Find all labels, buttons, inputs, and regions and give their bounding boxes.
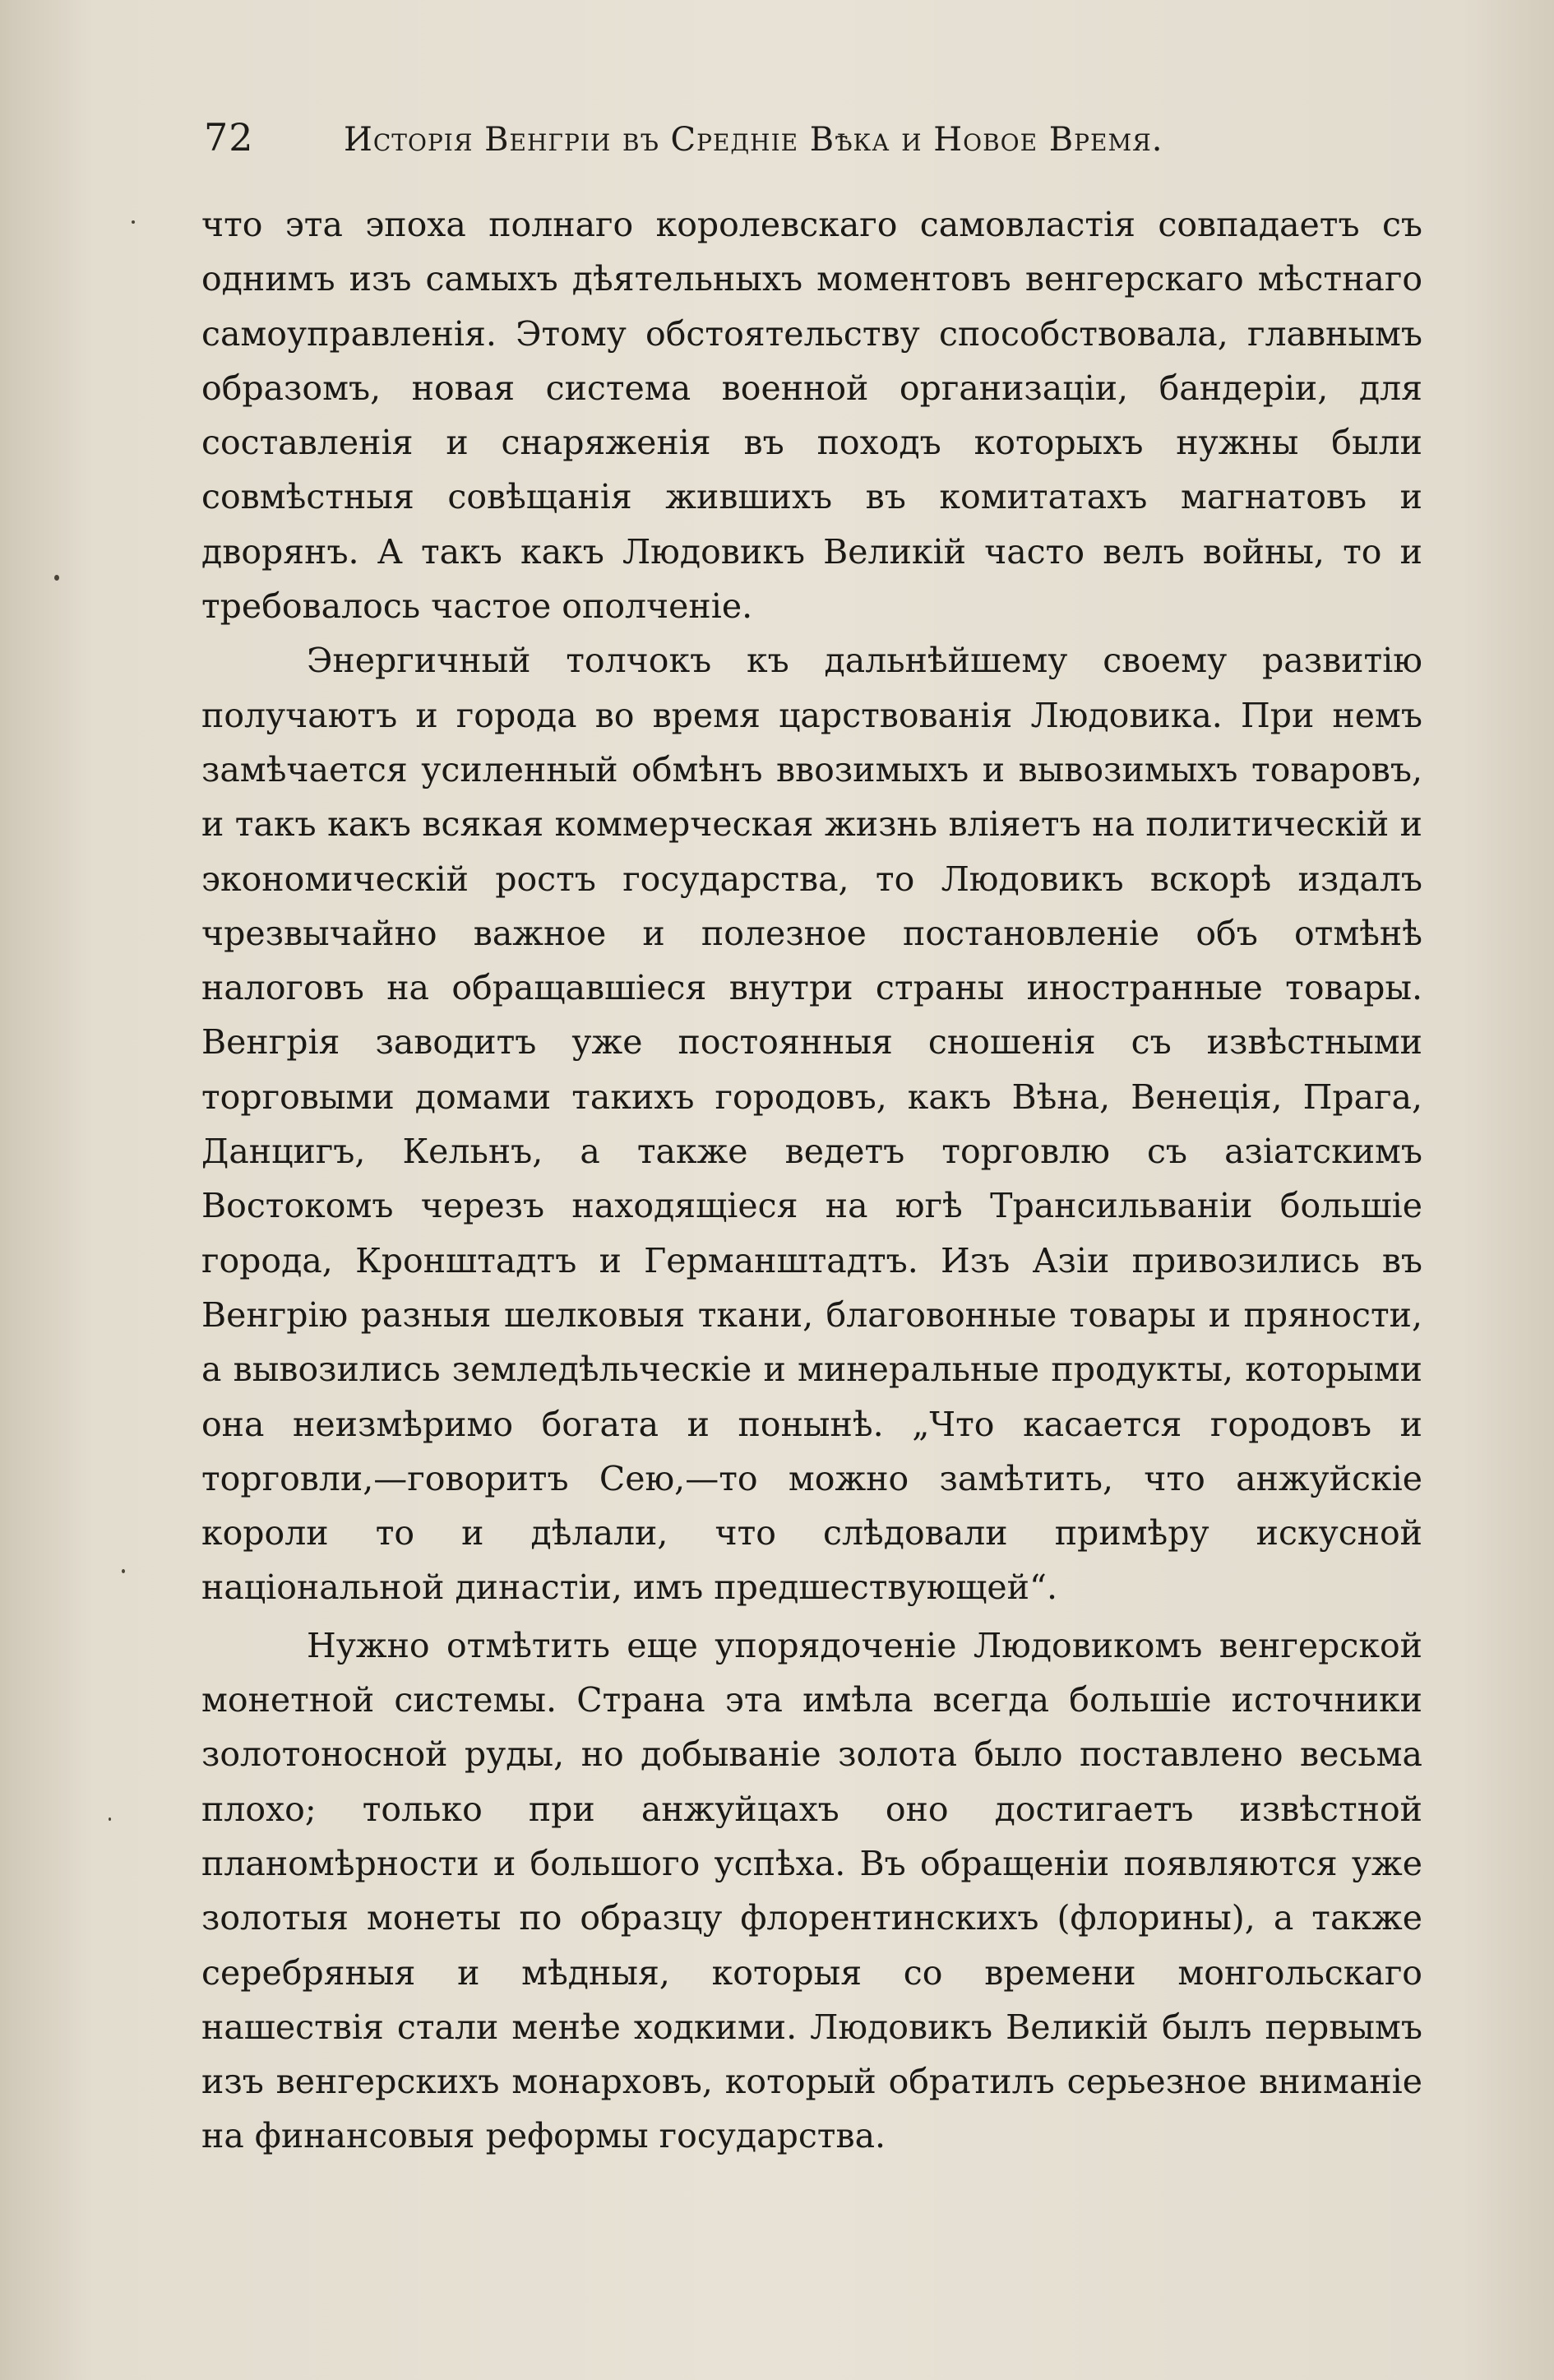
paragraph-1: что эта эпоха полнаго королевскаго самовластія совпадаетъ съ однимъ изъ самыхъ дѣятельныхъ моментовъ венгерскаго мѣстнаго самоуправленія. Этому обстоятельству способствовала, главнымъ образомъ, новая система военной организаціи, бандеріи, для составленія и снаряженія въ походъ которыхъ нужны были совмѣстныя совѣщанія жившихъ въ комитатахъ магнатовъ и дворянъ. А такъ какъ Людовикъ Великій часто велъ войны, то и требовалось частое ополченіе. <box>201 205 1422 627</box>
page-number: 72 <box>204 115 254 160</box>
paper-speck <box>122 1569 125 1573</box>
paper-speck <box>109 1817 111 1821</box>
paper-speck <box>132 220 135 224</box>
running-head <box>204 115 1388 160</box>
paragraph-3: Нужно отмѣтить еще упорядоченіе Людовикомъ венгерской монетной системы. Страна эта имѣла всегда большіе источники золотоносной руды, но добываніе золота было поставлено весьма плохо; только при анжуйцахъ оно достигаетъ извѣстной планомѣрности и большого успѣха. Въ обращеніи появляются уже золотыя монеты по образцу флорентинскихъ (флорины), а также серебряныя и мѣдныя, которыя со времени монгольскаго нашествія стали менѣе ходкими. Людовикъ Великій былъ первымъ изъ венгерскихъ монарховъ, который обратилъ серьезное вниманіе на финансовыя реформы государства. <box>201 1625 1422 2156</box>
paper-speck <box>54 575 59 581</box>
running-title: Исторія Венгріи въ Средніе Вѣка и Новое Время. <box>344 121 1163 159</box>
body-text <box>201 197 1422 2164</box>
paragraph-2: Энергичный толчокъ къ дальнѣйшему своему развитію получаютъ и города во время царствованія Людовика. При немъ замѣчается усиленный обмѣнъ ввозимыхъ и вывозимыхъ товаровъ, и такъ какъ всякая коммерческая жизнь вліяетъ на политическій и экономическій ростъ государства, то Людовикъ вскорѣ издалъ чрезвычайно важное и полезное постановленіе объ отмѣнѣ налоговъ на обращавшіеся внутри страны иностранные товары. Венгрія заводитъ уже постоянныя сношенія съ извѣстными торговыми домами такихъ городовъ, какъ Вѣна, Венеція, Прага, Данцигъ, Кельнъ, а также ведетъ торговлю съ азіатскимъ Востокомъ черезъ находящіеся на югѣ Трансильваніи большіе города, Кронштадтъ и Германштадтъ. Изъ Азіи привозились въ Венгрію разныя шелковыя ткани, благовонные товары и пряности, а вывозились земледѣльческіе и минеральные продукты, которыми она неизмѣримо богата и понынѣ. „Что касается городовъ и торговли,—говоритъ Сею,—то можно замѣтить, что анжуйскіе короли то и дѣлали, что слѣдовали примѣру искусной національной династіи, имъ предшествующей“. <box>201 641 1422 1608</box>
